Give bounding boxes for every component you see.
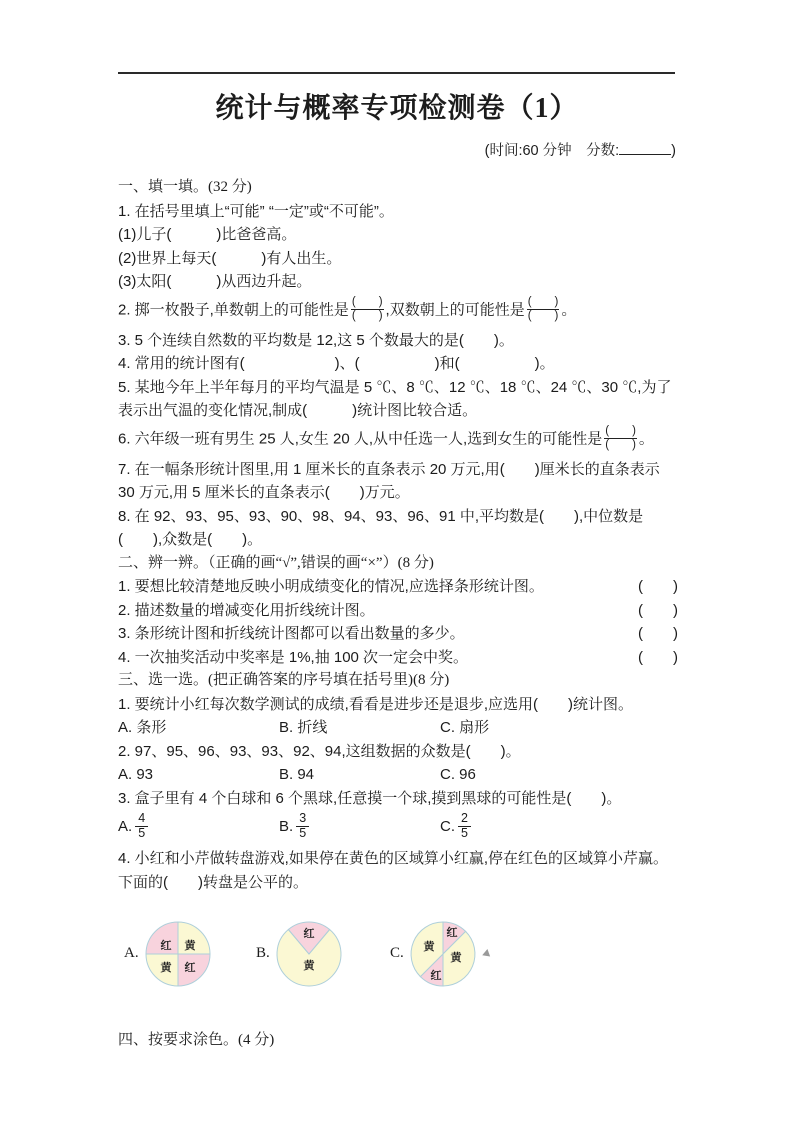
s3-q1-options bbox=[118, 716, 678, 740]
section1-header: 一、填一填。(32 分) bbox=[118, 179, 252, 195]
s3-q2: 2. 97、95、96、93、93、92、94,这组数据的众数是( )。 bbox=[118, 742, 521, 760]
option-a: A. 条形 bbox=[118, 719, 167, 736]
spinner-c-label: C. bbox=[390, 945, 404, 962]
sector-label: 黄 bbox=[303, 960, 315, 972]
spinner-b-label: B. bbox=[256, 945, 270, 962]
section3-header: 三、选一选。(把正确答案的序号填在括号里)(8 分) bbox=[118, 672, 450, 688]
fraction-numerator: 4 bbox=[135, 812, 148, 827]
s1-q7: 7. 在一幅条形统计图里,用 1 厘米长的直条表示 20 万元,用( )厘米长的直条表示 30 万元,用 5 厘米长的直条表示( )万元。 bbox=[118, 460, 660, 501]
option-c bbox=[440, 813, 471, 841]
spinner-a-wheel bbox=[143, 919, 213, 989]
s1-q5: 5. 某地今年上半年每月的平均气温是 5 ℃、8 ℃、12 ℃、18 ℃、24 ℃、30 ℃,为了表示出气温的变化情况,制成( )统计图比较合适。 bbox=[118, 378, 672, 419]
s1-q6 bbox=[118, 426, 678, 453]
paper-body bbox=[118, 176, 678, 1053]
answer-blank: ( ) bbox=[638, 601, 678, 619]
fraction-numerator: 2 bbox=[458, 812, 471, 827]
judge-text: 3. 条形统计图和折线统计图都可以看出数量的多少。 bbox=[118, 625, 465, 642]
judge-text: 4. 一次抽奖活动中奖率是 1%,抽 100 次一定会中奖。 bbox=[118, 648, 469, 666]
s3-q1: 1. 要统计小红每次数学测试的成绩,看看是进步还是退步,应选用( )统计图。 bbox=[118, 695, 634, 713]
judge-item-1 bbox=[118, 575, 678, 599]
section2-header: 二、辨一辨。（正确的画“√”,错误的画“×”）(8 分) bbox=[118, 554, 434, 571]
score-blank-line bbox=[619, 140, 671, 155]
fraction bbox=[458, 812, 471, 840]
s3-q3: 3. 盒子里有 4 个白球和 6 个黑球,任意摸一个球,摸到黑球的可能性是( )。 bbox=[118, 789, 622, 807]
judge-item-2 bbox=[118, 599, 678, 623]
s1-q2-middle: ,双数朝上的可能性是 bbox=[385, 300, 525, 318]
blank-fraction bbox=[604, 425, 637, 452]
fraction-denominator: 5 bbox=[138, 825, 146, 840]
option-label: C. bbox=[440, 817, 455, 835]
option-b: B. 折线 bbox=[279, 719, 328, 736]
s1-q2-suffix: 。 bbox=[561, 300, 577, 318]
judge-text: 2. 描述数量的增减变化用折线统计图。 bbox=[118, 601, 375, 619]
s1-q8: 8. 在 92、93、95、93、90、98、94、93、96、91 中,平均数是( ),中位数是( ),众数是( )。 bbox=[118, 507, 644, 548]
s1-q1-sub3: (3)太阳( )从西边升起。 bbox=[118, 273, 312, 290]
s3-q3-options bbox=[118, 813, 678, 841]
option-a: A. 93 bbox=[118, 766, 154, 783]
sector-label: 红 bbox=[184, 962, 196, 974]
answer-blank: ( ) bbox=[638, 648, 678, 666]
spinner-option-c bbox=[390, 919, 486, 989]
sector-label: 黄 bbox=[423, 941, 435, 953]
option-b bbox=[279, 813, 440, 841]
blank-fraction bbox=[527, 296, 560, 323]
spinner-b-wheel bbox=[274, 919, 344, 989]
s1-q1: 1. 在括号里填上“可能” “一定”或“不可能”。 bbox=[118, 202, 394, 220]
s1-q2 bbox=[118, 297, 678, 324]
fraction-denominator: 5 bbox=[461, 825, 468, 840]
sector-label: 红 bbox=[160, 940, 172, 952]
sector-label: 黄 bbox=[160, 962, 172, 974]
fraction bbox=[296, 812, 309, 840]
answer-blank: ( ) bbox=[638, 578, 678, 595]
option-label: A. bbox=[118, 817, 133, 835]
option-c: C. 扇形 bbox=[440, 719, 490, 736]
fraction-denominator-blank: ( ) bbox=[351, 309, 383, 322]
s1-q1-sub2: (2)世界上每天( )有人出生。 bbox=[118, 249, 342, 267]
header-divider bbox=[118, 72, 675, 74]
fraction-denominator-blank: ( ) bbox=[605, 438, 636, 451]
spinner-option-a bbox=[124, 919, 220, 989]
s1-q6-suffix: 。 bbox=[638, 429, 654, 447]
fraction-denominator-blank: ( ) bbox=[527, 309, 559, 322]
option-b: B. 94 bbox=[279, 766, 315, 783]
sector-label: 黄 bbox=[184, 940, 196, 952]
spinner-options bbox=[118, 907, 678, 1001]
sector-label: 红 bbox=[446, 927, 458, 939]
fraction-numerator: 3 bbox=[296, 812, 309, 827]
sector-label: 黄 bbox=[450, 952, 462, 964]
sector-label: 红 bbox=[303, 928, 315, 940]
option-label: B. bbox=[279, 817, 294, 835]
meta-text: (时间:60 分钟 分数: bbox=[484, 143, 620, 159]
s1-q3: 3. 5 个连续自然数的平均数是 12,这 5 个数最大的是( )。 bbox=[118, 331, 514, 349]
fraction-numerator-blank: ( ) bbox=[351, 295, 383, 308]
fraction bbox=[135, 812, 148, 840]
option-c: C. 96 bbox=[440, 766, 476, 783]
blank-fraction bbox=[351, 296, 384, 323]
meta-close: ) bbox=[671, 143, 676, 159]
s1-q4: 4. 常用的统计图有( )、( )和( )。 bbox=[118, 355, 555, 372]
spinner-option-b bbox=[256, 919, 352, 989]
s1-q6-prefix: 6. 六年级一班有男生 25 人,女生 20 人,从中任选一人,选到女生的可能性是 bbox=[118, 429, 603, 447]
s3-q4: 4. 小红和小芹做转盘游戏,如果停在黄色的区域算小红赢,停在红色的区域算小芹赢。 下面的( )转盘是公平的。 bbox=[118, 850, 669, 891]
option-a bbox=[118, 813, 279, 841]
judge-item-4 bbox=[118, 646, 678, 670]
spinner-c-wheel bbox=[408, 919, 478, 989]
fraction-numerator-blank: ( ) bbox=[527, 295, 559, 308]
judge-item-3 bbox=[118, 622, 678, 646]
page-title: 统计与概率专项检测卷（1） bbox=[215, 93, 579, 124]
section4-header: 四、按要求涂色。(4 分) bbox=[118, 1032, 275, 1048]
s1-q1-sub1: (1)儿子( )比爸爸高。 bbox=[118, 226, 297, 243]
fraction-numerator-blank: ( ) bbox=[605, 424, 636, 437]
s1-q2-prefix: 2. 掷一枚骰子,单数朝上的可能性是 bbox=[118, 300, 349, 318]
fraction-denominator: 5 bbox=[299, 825, 307, 840]
exam-meta bbox=[118, 139, 676, 160]
judge-text: 1. 要想比较清楚地反映小明成绩变化的情况,应选择条形统计图。 bbox=[118, 578, 544, 595]
answer-blank: ( ) bbox=[638, 625, 678, 642]
sector-label: 红 bbox=[430, 970, 442, 982]
s3-q2-options bbox=[118, 763, 678, 787]
spinner-a-label: A. bbox=[124, 945, 139, 962]
